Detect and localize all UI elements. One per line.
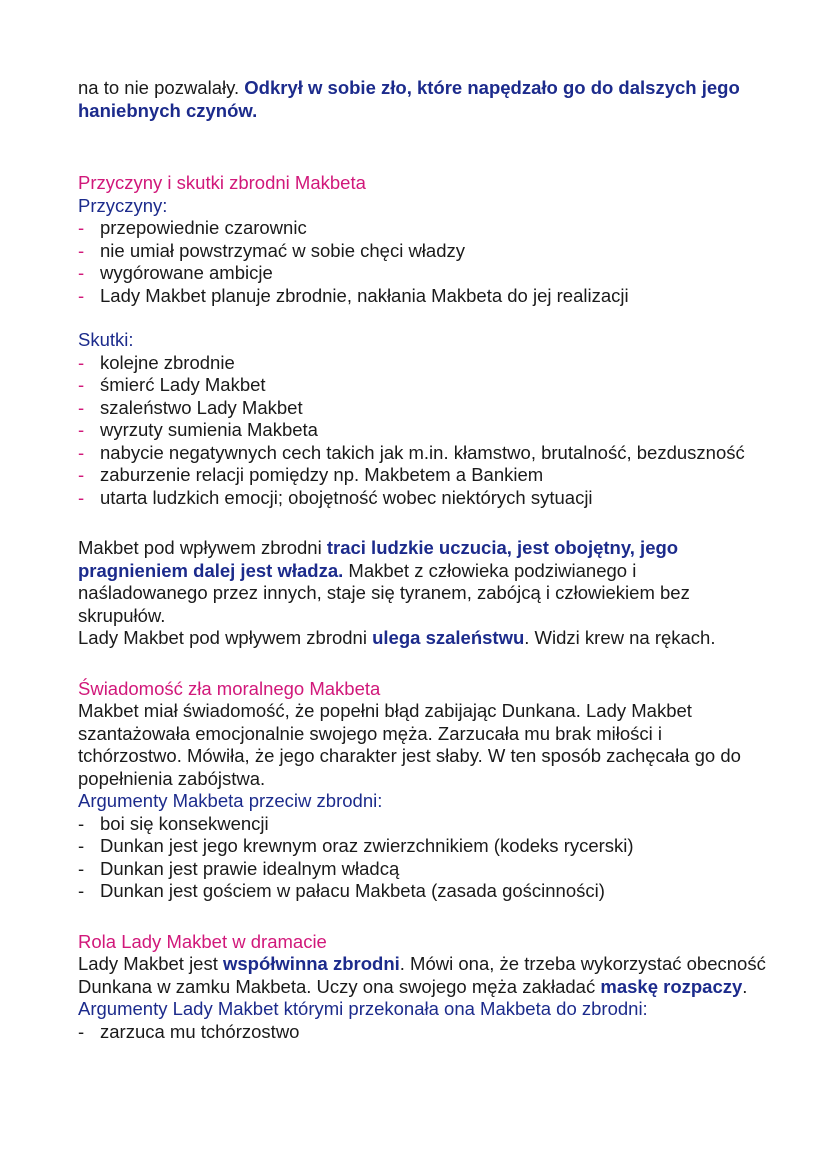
lady-role-heading: Rola Lady Makbet w dramacie bbox=[78, 930, 327, 952]
dash-bullet-icon: - bbox=[78, 284, 85, 306]
dash-bullet-icon: - bbox=[78, 1020, 85, 1042]
awareness-args-label: Argumenty Makbeta przeciw zbrodni: bbox=[78, 790, 383, 811]
list-item: - utarta ludzkich emocji; obojętność wobec niektórych sytuacji bbox=[78, 486, 593, 508]
awareness-heading: Świadomość zła moralnego Makbeta bbox=[78, 677, 381, 699]
list-item: - nabycie negatywnych cech takich jak m.in. kłamstwo, brutalność, bezduszność bbox=[78, 441, 745, 463]
dash-bullet-icon: - bbox=[78, 351, 85, 373]
list-item: - nie umiał powstrzymać w sobie chęci władzy bbox=[78, 239, 465, 261]
dash-bullet-icon: - bbox=[78, 835, 85, 856]
intro-paragraph bbox=[78, 77, 768, 122]
list-item: - boi się konsekwencji bbox=[78, 812, 269, 834]
list-item: - śmierć Lady Makbet bbox=[78, 374, 266, 395]
dash-bullet-icon: - bbox=[78, 812, 85, 834]
list-item: - zarzuca mu tchórzostwo bbox=[78, 1020, 300, 1042]
awareness-args-list bbox=[78, 813, 768, 903]
dash-bullet-icon: - bbox=[78, 374, 85, 395]
dash-bullet-icon: - bbox=[78, 857, 85, 879]
list-item: - Lady Makbet planuje zbrodnie, nakłania Makbeta do jej realizacji bbox=[78, 284, 629, 306]
summary-paragraph-makbet: Makbet pod wpływem zbrodni traci ludzkie uczucia, jest obojętny, jego pragnieniem dalej jest władza. Makbet z człowieka podziwianego i naśladowanego przez innych, staje się tyranem, zabójcą i człowiekiem bez skrupułów. bbox=[78, 537, 690, 626]
dash-bullet-icon: - bbox=[78, 486, 85, 508]
lady-role-args-label: Argumenty Lady Makbet którymi przekonała ona Makbeta do zbrodni: bbox=[78, 998, 648, 1019]
lady-role-paragraph: Lady Makbet jest współwinna zbrodni. Mówi ona, że trzeba wykorzystać obecność Dunkana w zamku Makbeta. Uczy ona swojego męża zakładać maskę rozpaczy. bbox=[78, 953, 766, 997]
list-item: - przepowiednie czarownic bbox=[78, 217, 307, 238]
list-item: - zaburzenie relacji pomiędzy np. Makbetem a Bankiem bbox=[78, 464, 544, 485]
dash-bullet-icon: - bbox=[78, 396, 85, 418]
dash-bullet-icon: - bbox=[78, 217, 85, 238]
dash-bullet-icon: - bbox=[78, 239, 85, 261]
lady-role-args-list bbox=[78, 1021, 768, 1044]
list-item: - Dunkan jest jego krewnym oraz zwierzchnikiem (kodeks rycerski) bbox=[78, 835, 634, 856]
list-item: - Dunkan jest gościem w pałacu Makbeta (zasada gościnności) bbox=[78, 880, 605, 901]
list-item: - Dunkan jest prawie idealnym władcą bbox=[78, 857, 400, 879]
causes-heading: Przyczyny i skutki zbrodni Makbeta bbox=[78, 172, 366, 193]
intro-bold-text: Odkrył w sobie zło, które napędzało go do dalszych jego haniebnych czynów. bbox=[78, 77, 740, 121]
list-item: - wyrzuty sumienia Makbeta bbox=[78, 419, 318, 440]
awareness-paragraph: Makbet miał świadomość, że popełni błąd zabijając Dunkana. Lady Makbet szantażowała emocjonalnie swojego męża. Zarzucała mu brak miłości i tchórzostwo. Mówiła, że jego charakter jest słaby. W ten sposób zachęcała go do popełnienia zabójstwa. bbox=[78, 700, 741, 789]
list-item: - kolejne zbrodnie bbox=[78, 351, 235, 373]
dash-bullet-icon: - bbox=[78, 419, 85, 440]
causes-label: Przyczyny: bbox=[78, 194, 168, 216]
dash-bullet-icon: - bbox=[78, 262, 85, 283]
list-item: - szaleństwo Lady Makbet bbox=[78, 396, 303, 418]
dash-bullet-icon: - bbox=[78, 464, 85, 485]
list-item: - wygórowane ambicje bbox=[78, 262, 273, 283]
dash-bullet-icon: - bbox=[78, 441, 85, 463]
causes-list bbox=[78, 217, 768, 307]
summary-paragraph-lady: Lady Makbet pod wpływem zbrodni ulega szaleństwu. Widzi krew na rękach. bbox=[78, 627, 716, 648]
intro-text: na to nie pozwalały. bbox=[78, 77, 245, 98]
effects-label: Skutki: bbox=[78, 329, 134, 350]
dash-bullet-icon: - bbox=[78, 880, 85, 901]
effects-list bbox=[78, 352, 768, 510]
